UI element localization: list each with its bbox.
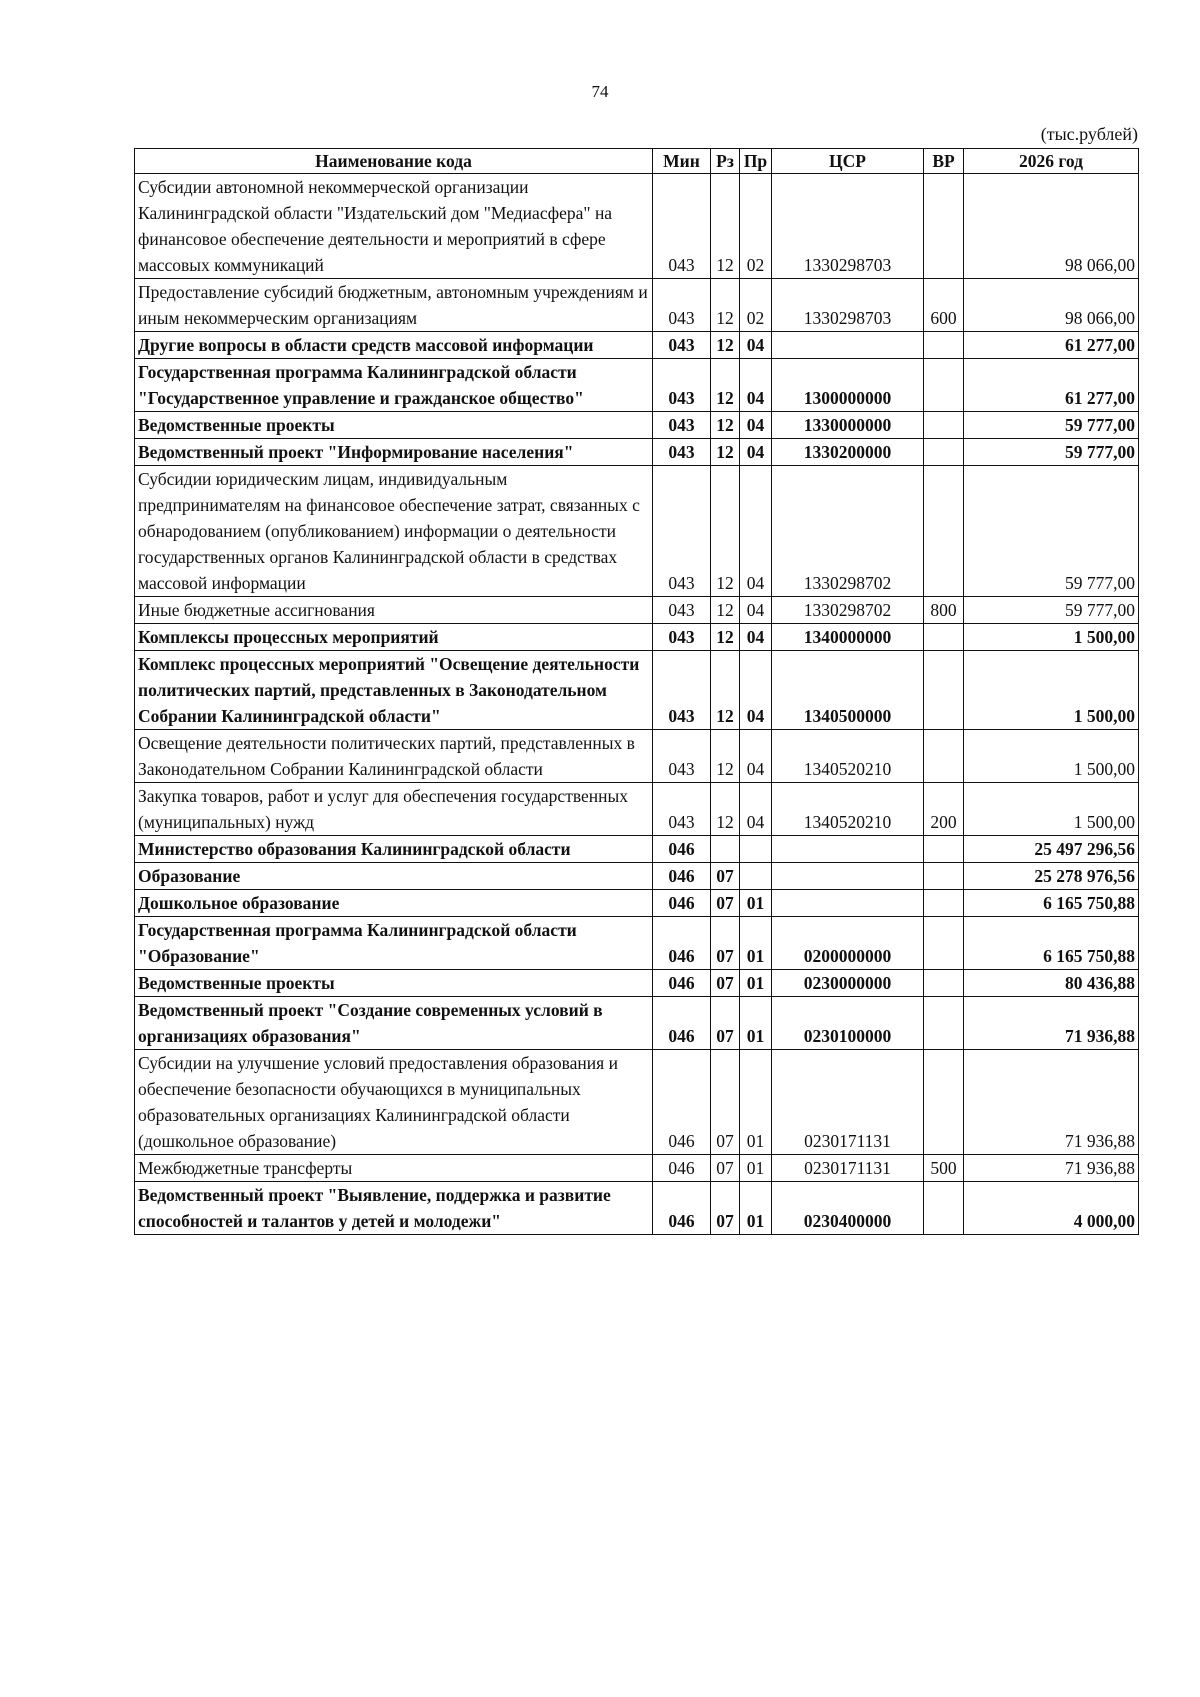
cell-min: 046 xyxy=(653,1155,711,1182)
cell-name: Комплекс процессных мероприятий "Освещение деятельности политических партий, представленных в Законодательном Собрании Калининградской области" xyxy=(135,651,653,730)
cell-sum: 1 500,00 xyxy=(964,651,1139,730)
cell-rz: 07 xyxy=(711,863,740,890)
cell-sum: 25 278 976,56 xyxy=(964,863,1139,890)
cell-vr xyxy=(924,730,964,783)
cell-min: 043 xyxy=(653,332,711,359)
cell-vr xyxy=(924,624,964,651)
cell-pr xyxy=(740,863,772,890)
cell-min: 043 xyxy=(653,651,711,730)
table-row xyxy=(135,651,1139,730)
cell-name: Другие вопросы в области средств массовой информации xyxy=(135,332,653,359)
cell-vr: 800 xyxy=(924,597,964,624)
cell-vr xyxy=(924,890,964,917)
cell-sum: 59 777,00 xyxy=(964,597,1139,624)
budget-table xyxy=(134,148,1139,1235)
cell-vr: 200 xyxy=(924,783,964,836)
cell-min: 043 xyxy=(653,174,711,279)
cell-vr xyxy=(924,466,964,597)
cell-name: Иные бюджетные ассигнования xyxy=(135,597,653,624)
cell-vr xyxy=(924,412,964,439)
cell-vr xyxy=(924,1050,964,1155)
cell-name: Комплексы процессных мероприятий xyxy=(135,624,653,651)
table-row xyxy=(135,1182,1139,1235)
cell-vr xyxy=(924,174,964,279)
table-row xyxy=(135,890,1139,917)
cell-name: Ведомственный проект "Выявление, поддержка и развитие способностей и талантов у детей и молодежи" xyxy=(135,1182,653,1235)
cell-pr: 02 xyxy=(740,279,772,332)
table-row xyxy=(135,174,1139,279)
cell-min: 043 xyxy=(653,466,711,597)
cell-name: Министерство образования Калининградской области xyxy=(135,836,653,863)
cell-csr: 0230100000 xyxy=(772,997,924,1050)
cell-sum: 6 165 750,88 xyxy=(964,917,1139,970)
table-row xyxy=(135,1155,1139,1182)
cell-sum: 1 500,00 xyxy=(964,624,1139,651)
cell-rz: 12 xyxy=(711,597,740,624)
cell-vr xyxy=(924,332,964,359)
cell-min: 043 xyxy=(653,783,711,836)
cell-sum: 71 936,88 xyxy=(964,1050,1139,1155)
cell-rz: 12 xyxy=(711,651,740,730)
cell-csr: 1340520210 xyxy=(772,783,924,836)
cell-csr xyxy=(772,332,924,359)
cell-sum: 25 497 296,56 xyxy=(964,836,1139,863)
cell-rz: 07 xyxy=(711,1182,740,1235)
cell-pr: 04 xyxy=(740,730,772,783)
cell-name: Дошкольное образование xyxy=(135,890,653,917)
cell-vr xyxy=(924,1182,964,1235)
cell-pr: 02 xyxy=(740,174,772,279)
cell-pr: 04 xyxy=(740,651,772,730)
table-row xyxy=(135,783,1139,836)
cell-rz: 12 xyxy=(711,279,740,332)
table-row xyxy=(135,863,1139,890)
cell-pr: 04 xyxy=(740,624,772,651)
cell-rz: 12 xyxy=(711,783,740,836)
cell-vr xyxy=(924,997,964,1050)
page-number: 74 xyxy=(591,82,609,101)
cell-pr: 01 xyxy=(740,890,772,917)
cell-vr: 600 xyxy=(924,279,964,332)
cell-rz: 07 xyxy=(711,970,740,997)
cell-rz: 12 xyxy=(711,439,740,466)
cell-min: 043 xyxy=(653,597,711,624)
cell-min: 046 xyxy=(653,1050,711,1155)
cell-rz: 12 xyxy=(711,359,740,412)
cell-min: 046 xyxy=(653,863,711,890)
cell-pr: 01 xyxy=(740,997,772,1050)
table-row xyxy=(135,359,1139,412)
cell-rz: 07 xyxy=(711,997,740,1050)
cell-pr: 04 xyxy=(740,412,772,439)
cell-sum: 59 777,00 xyxy=(964,466,1139,597)
cell-csr: 1330298703 xyxy=(772,174,924,279)
cell-name: Субсидии юридическим лицам, индивидуальным предпринимателям на финансовое обеспечение затрат, связанных с обнародованием (опубликованием) информации о деятельности государственных органов Калининградской области в средствах массовой информации xyxy=(135,466,653,597)
units-label: (тыс.рублей) xyxy=(1040,124,1138,144)
cell-rz: 07 xyxy=(711,1050,740,1155)
cell-vr xyxy=(924,863,964,890)
cell-name: Закупка товаров, работ и услуг для обеспечения государственных (муниципальных) нужд xyxy=(135,783,653,836)
cell-pr: 04 xyxy=(740,359,772,412)
cell-min: 046 xyxy=(653,890,711,917)
cell-csr: 1330298702 xyxy=(772,466,924,597)
cell-csr: 1330298702 xyxy=(772,597,924,624)
cell-sum: 61 277,00 xyxy=(964,332,1139,359)
table-body xyxy=(135,174,1139,1235)
cell-vr xyxy=(924,917,964,970)
cell-rz: 12 xyxy=(711,466,740,597)
table-row xyxy=(135,439,1139,466)
cell-csr xyxy=(772,836,924,863)
table-row xyxy=(135,917,1139,970)
table-row xyxy=(135,997,1139,1050)
table-row xyxy=(135,836,1139,863)
table-row xyxy=(135,1050,1139,1155)
header-sum: 2026 год xyxy=(964,149,1139,174)
header-pr: Пр xyxy=(740,149,772,174)
cell-pr: 01 xyxy=(740,917,772,970)
cell-rz: 12 xyxy=(711,412,740,439)
table-row xyxy=(135,279,1139,332)
table-row xyxy=(135,466,1139,597)
cell-csr: 1340500000 xyxy=(772,651,924,730)
cell-min: 046 xyxy=(653,917,711,970)
cell-rz: 07 xyxy=(711,917,740,970)
cell-csr: 0230171131 xyxy=(772,1155,924,1182)
cell-min: 043 xyxy=(653,624,711,651)
cell-csr xyxy=(772,863,924,890)
cell-vr: 500 xyxy=(924,1155,964,1182)
cell-csr: 1330298703 xyxy=(772,279,924,332)
cell-csr: 0230400000 xyxy=(772,1182,924,1235)
cell-pr xyxy=(740,836,772,863)
cell-min: 046 xyxy=(653,1182,711,1235)
cell-min: 043 xyxy=(653,412,711,439)
cell-vr xyxy=(924,439,964,466)
table-row xyxy=(135,970,1139,997)
cell-csr: 0230000000 xyxy=(772,970,924,997)
cell-sum: 98 066,00 xyxy=(964,279,1139,332)
cell-min: 046 xyxy=(653,997,711,1050)
cell-sum: 6 165 750,88 xyxy=(964,890,1139,917)
cell-name: Субсидии на улучшение условий предоставления образования и обеспечение безопасности обучающихся в муниципальных образовательных организациях Калининградской области (дошкольное образование) xyxy=(135,1050,653,1155)
cell-pr: 01 xyxy=(740,1182,772,1235)
cell-pr: 04 xyxy=(740,439,772,466)
cell-pr: 01 xyxy=(740,970,772,997)
cell-sum: 98 066,00 xyxy=(964,174,1139,279)
cell-vr xyxy=(924,970,964,997)
cell-sum: 59 777,00 xyxy=(964,412,1139,439)
cell-pr: 04 xyxy=(740,783,772,836)
cell-name: Ведомственные проекты xyxy=(135,412,653,439)
cell-pr: 04 xyxy=(740,332,772,359)
cell-vr xyxy=(924,359,964,412)
cell-csr: 1330000000 xyxy=(772,412,924,439)
cell-csr: 1300000000 xyxy=(772,359,924,412)
cell-csr: 0200000000 xyxy=(772,917,924,970)
table-header-row xyxy=(135,149,1139,174)
cell-pr: 04 xyxy=(740,466,772,597)
cell-sum: 61 277,00 xyxy=(964,359,1139,412)
cell-name: Предоставление субсидий бюджетным, автономным учреждениям и иным некоммерческим организациям xyxy=(135,279,653,332)
table-row xyxy=(135,597,1139,624)
cell-csr: 1340000000 xyxy=(772,624,924,651)
table-row xyxy=(135,412,1139,439)
cell-rz: 12 xyxy=(711,332,740,359)
cell-sum: 80 436,88 xyxy=(964,970,1139,997)
cell-name: Межбюджетные трансферты xyxy=(135,1155,653,1182)
cell-min: 046 xyxy=(653,970,711,997)
cell-name: Освещение деятельности политических партий, представленных в Законодательном Собрании Калининградской области xyxy=(135,730,653,783)
cell-csr: 1330200000 xyxy=(772,439,924,466)
cell-sum: 4 000,00 xyxy=(964,1182,1139,1235)
cell-name: Образование xyxy=(135,863,653,890)
cell-csr: 1340520210 xyxy=(772,730,924,783)
cell-sum: 59 777,00 xyxy=(964,439,1139,466)
cell-name: Государственная программа Калининградской области "Образование" xyxy=(135,917,653,970)
cell-min: 043 xyxy=(653,730,711,783)
cell-pr: 01 xyxy=(740,1155,772,1182)
cell-name: Государственная программа Калининградской области "Государственное управление и гражданское общество" xyxy=(135,359,653,412)
cell-min: 043 xyxy=(653,279,711,332)
cell-rz: 12 xyxy=(711,730,740,783)
cell-pr: 01 xyxy=(740,1050,772,1155)
header-csr: ЦСР xyxy=(772,149,924,174)
cell-name: Ведомственный проект "Информирование населения" xyxy=(135,439,653,466)
cell-rz: 12 xyxy=(711,624,740,651)
table-row xyxy=(135,730,1139,783)
cell-sum: 71 936,88 xyxy=(964,997,1139,1050)
cell-csr: 0230171131 xyxy=(772,1050,924,1155)
header-vr: ВР xyxy=(924,149,964,174)
cell-name: Субсидии автономной некоммерческой организации Калининградской области "Издательский дом "Медиасфера" на финансовое обеспечение деятельности и мероприятий в сфере массовых коммуникаций xyxy=(135,174,653,279)
table-row xyxy=(135,624,1139,651)
cell-vr xyxy=(924,651,964,730)
cell-min: 046 xyxy=(653,836,711,863)
cell-name: Ведомственные проекты xyxy=(135,970,653,997)
table-row xyxy=(135,332,1139,359)
cell-min: 043 xyxy=(653,359,711,412)
cell-rz xyxy=(711,836,740,863)
header-rz: Рз xyxy=(711,149,740,174)
cell-sum: 1 500,00 xyxy=(964,730,1139,783)
cell-min: 043 xyxy=(653,439,711,466)
header-min: Мин xyxy=(653,149,711,174)
cell-rz: 12 xyxy=(711,174,740,279)
cell-sum: 71 936,88 xyxy=(964,1155,1139,1182)
header-name: Наименование кода xyxy=(135,149,653,174)
cell-sum: 1 500,00 xyxy=(964,783,1139,836)
cell-pr: 04 xyxy=(740,597,772,624)
cell-vr xyxy=(924,836,964,863)
cell-name: Ведомственный проект "Создание современных условий в организациях образования" xyxy=(135,997,653,1050)
cell-rz: 07 xyxy=(711,1155,740,1182)
cell-csr xyxy=(772,890,924,917)
cell-rz: 07 xyxy=(711,890,740,917)
